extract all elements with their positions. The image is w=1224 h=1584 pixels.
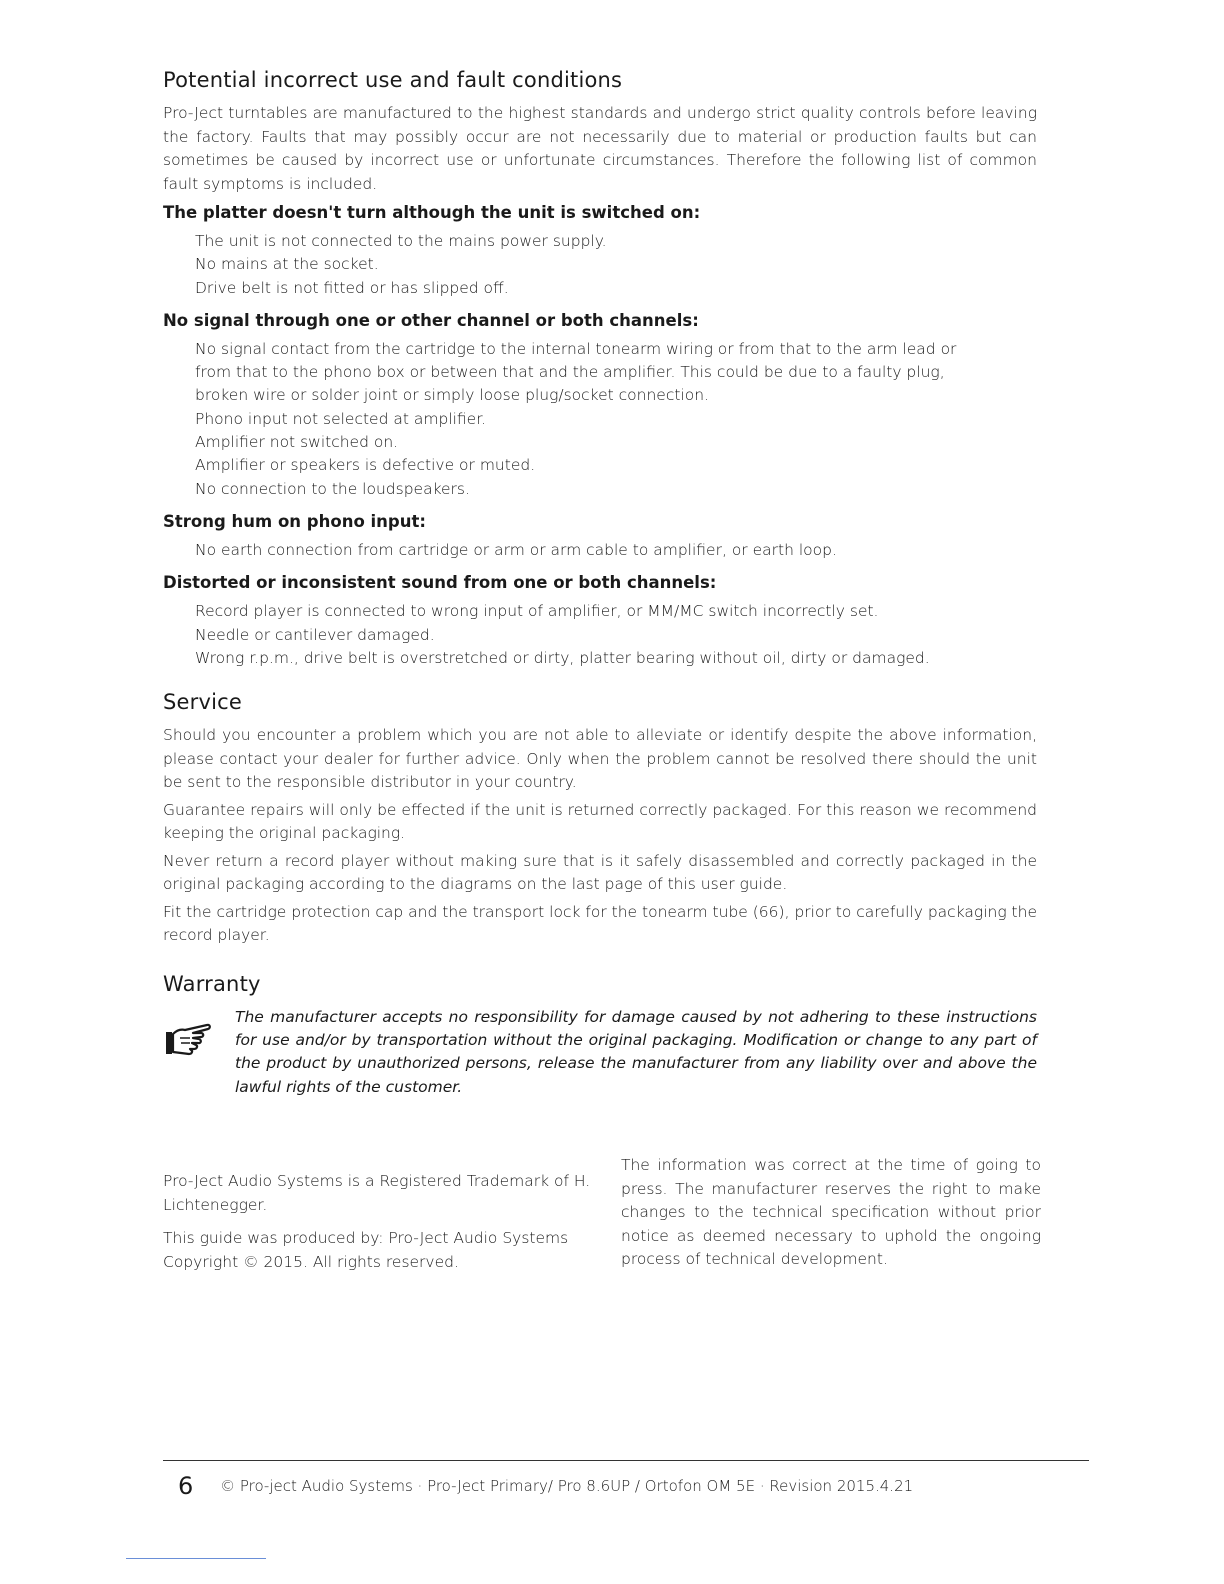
scan-edge-line (126, 1558, 266, 1559)
list-item: Wrong r.p.m., drive belt is overstretched or dirty, platter bearing without oil, dirty or damaged. (195, 648, 930, 667)
list-item: Record player is connected to wrong input of amplifier, or MM/MC switch incorrectly set. (195, 602, 879, 621)
fault-group-items (195, 600, 1037, 670)
list-item: No mains at the socket. (195, 255, 379, 274)
fault-group-title: Distorted or inconsistent sound from one or both channels: (163, 573, 717, 593)
list-item: Drive belt is not fitted or has slipped off. (195, 278, 509, 297)
list-item: The unit is not connected to the mains power supply. (195, 232, 607, 250)
service-heading: Service (163, 690, 243, 715)
fault-intro: Pro-Ject turntables are manufactured to the highest standards and undergo strict quality controls before leaving the factory. Faults that may possibly occur are not necessarily due to material or production faults but can sometimes be caused by incorrect use or unfortunate circumstances. Therefore the following list of common fault symptoms is included. (163, 104, 1037, 193)
page-content (163, 66, 1037, 1099)
running-footer (178, 1472, 913, 1500)
fault-group-items (195, 338, 1037, 501)
list-item: No connection to the loudspeakers. (195, 479, 470, 498)
fault-group-items (195, 539, 1037, 562)
list-item: Needle or cantilever damaged. (195, 625, 435, 644)
warranty-text: The manufacturer accepts no responsibility for damage caused by not adhering to these instructions for use and/or by transportation without the original packaging. Modification or change to any part of the product by unauthorized persons, release the manufacturer from any liability over and above the lawful rights of the customer. (235, 1007, 1037, 1096)
list-item: No signal contact from the cartridge to the internal tonearm wiring or from that to the arm lead or (195, 339, 957, 358)
service-paragraph: Never return a record player without making sure that is it safely disassembled and correctly packaged in the original packaging according to the diagrams on the last page of this user guide. (163, 851, 1037, 894)
list-item: Amplifier or speakers is defective or muted. (195, 456, 536, 475)
trademark-note: Pro-Ject Audio Systems is a Registered Trademark of H. Lichtenegger. (163, 1172, 591, 1214)
service-paragraph: Guarantee repairs will only be effected if the unit is returned correctly packaged. For this reason we recommend keeping the original packaging. (163, 800, 1037, 843)
fault-group-title: No signal through one or other channel or both channels: (163, 310, 699, 330)
produced-note: This guide was produced by: Pro-Ject Audio Systems Copyright © 2015. All rights reserved. (163, 1229, 569, 1271)
list-item: Phono input not selected at amplifier. (195, 409, 487, 428)
running-footer-text: © Pro-ject Audio Systems · Pro-Ject Primary/ Pro 8.6UP / Ortofon OM 5E · Revision 2015.4.21 (220, 1477, 914, 1495)
footer-columns (163, 1154, 1043, 1284)
fault-group-title: Strong hum on phono input: (163, 511, 426, 531)
list-item: broken wire or solder joint or simply loose plug/socket connection. (195, 386, 709, 405)
service-paragraph: Fit the cartridge protection cap and the transport lock for the tonearm tube (66), prior to carefully packaging the record player. (163, 902, 1037, 945)
page-number: 6 (178, 1472, 194, 1500)
footer-left-column (163, 1170, 593, 1278)
warranty-section (163, 970, 1037, 1099)
fault-group-title: The platter doesn't turn although the unit is switched on: (163, 203, 701, 222)
list-item: Amplifier not switched on. (195, 433, 399, 452)
warranty-block (163, 1006, 1037, 1099)
footer-right-column (621, 1154, 1041, 1276)
footer-divider (163, 1460, 1089, 1461)
pointing-hand-icon (163, 1020, 211, 1060)
list-item: from that to the phono box or between that and the amplifier. This could be due to a faulty plug, (195, 363, 945, 382)
service-section (163, 688, 1037, 948)
service-paragraph: Should you encounter a problem which you are not able to alleviate or identify despite the above information, please contact your dealer for further advice. Only when the problem cannot be resolved there should the unit be sent to the responsible distributor in your country. (163, 726, 1037, 792)
list-item: No earth connection from cartridge or arm or arm cable to amplifier, or earth loop. (195, 540, 837, 559)
fault-group-items (195, 230, 1037, 300)
information-note: The information was correct at the time of going to press. The manufacturer reserves the right to make changes to the technical specification without prior notice as deemed necessary to uphold the ongoing process of technical development. (621, 1156, 1041, 1268)
warranty-heading: Warranty (163, 971, 261, 996)
fault-heading: Potential incorrect use and fault conditions (163, 68, 623, 92)
